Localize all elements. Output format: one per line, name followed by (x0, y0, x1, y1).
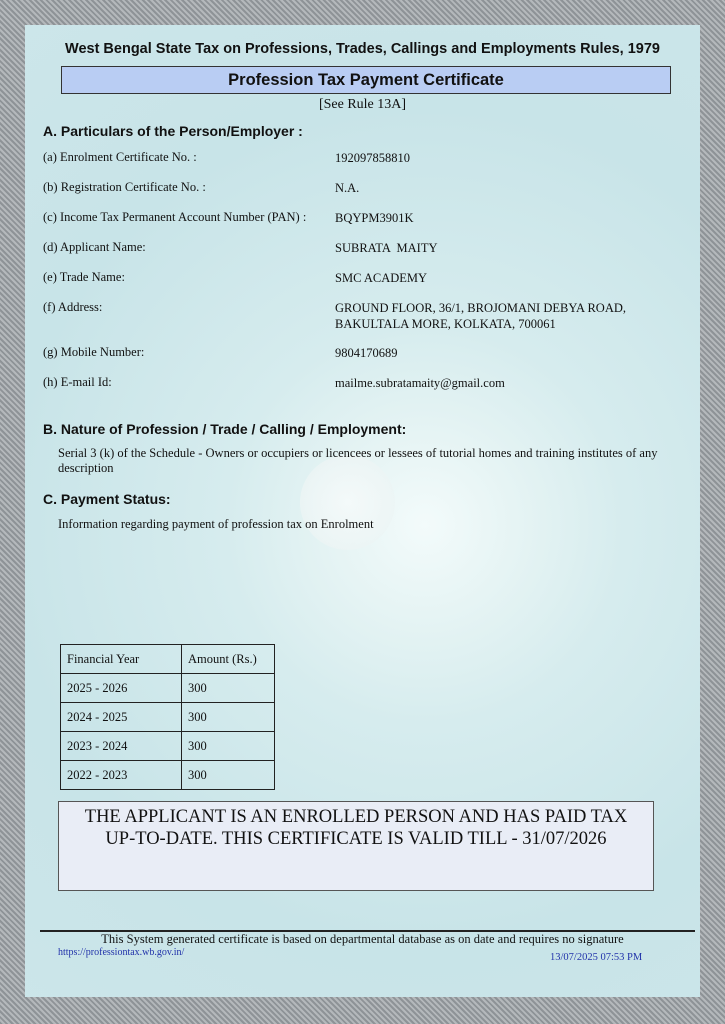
enrolment-no: 192097858810 (335, 151, 410, 165)
field-label: (g) Mobile Number: (43, 345, 145, 359)
status-box (58, 801, 654, 891)
status-line-1: THE APPLICANT IS AN ENROLLED PERSON AND HAS PAID TAX (84, 807, 628, 827)
financial-year: 2023 - 2024 (61, 732, 182, 761)
table-row (61, 703, 275, 732)
field-label: (c) Income Tax Permanent Account Number (PAN) : (43, 210, 307, 224)
field-label: (f) Address: (43, 300, 103, 314)
certificate-title: Profession Tax Payment Certificate (61, 66, 671, 94)
table-row (61, 761, 275, 790)
table-row (61, 674, 275, 703)
financial-year: 2025 - 2026 (61, 674, 182, 703)
column-header: Amount (Rs.) (182, 645, 275, 674)
field-label: (h) E-mail Id: (43, 375, 112, 389)
section-b-heading: B. Nature of Profession / Trade / Calling / Employment: (43, 421, 407, 437)
applicant-name: SUBRATA MAITY (335, 241, 438, 255)
registration-no: N.A. (335, 181, 360, 195)
field-label: (e) Trade Name: (43, 270, 125, 284)
certificate-page (25, 25, 700, 997)
field-label: (b) Registration Certificate No. : (43, 180, 206, 194)
pan: BQYPM3901K (335, 211, 414, 225)
website-link[interactable]: https://professiontax.wb.gov.in/ (58, 947, 185, 958)
amount: 300 (182, 732, 275, 761)
address-line-2: BAKULTALA MORE, KOLKATA, 700061 (335, 317, 556, 331)
financial-year: 2024 - 2025 (61, 703, 182, 732)
rules-heading: West Bengal State Tax on Professions, Trades, Callings and Employments Rules, 1979 (65, 41, 660, 57)
mobile-number: 9804170689 (335, 346, 398, 360)
field-label: (d) Applicant Name: (43, 240, 146, 254)
table-row (61, 732, 275, 761)
payment-table (60, 644, 275, 790)
column-header: Financial Year (61, 645, 182, 674)
nature-of-profession: Serial 3 (k) of the Schedule - Owners or occupiers or licencees or lessees of tutorial homes and training institutes of any description (58, 446, 658, 475)
table-header-row (61, 645, 275, 674)
amount: 300 (182, 703, 275, 732)
field-label: (a) Enrolment Certificate No. : (43, 150, 197, 164)
see-rule: [See Rule 13A] (318, 97, 407, 112)
email: mailme.subratamaity@gmail.com (335, 376, 505, 390)
trade-name: SMC ACADEMY (335, 271, 428, 285)
address-line-1: GROUND FLOOR, 36/1, BROJOMANI DEBYA ROAD, (335, 301, 626, 315)
section-a-heading: A. Particulars of the Person/Employer : (43, 123, 303, 139)
section-c-heading: C. Payment Status: (43, 491, 171, 507)
financial-year: 2022 - 2023 (61, 761, 182, 790)
status-line-2: UP-TO-DATE. THIS CERTIFICATE IS VALID TILL - 31/07/2026 (105, 829, 607, 849)
generated-timestamp: 13/07/2025 07:53 PM (550, 952, 643, 963)
amount: 300 (182, 761, 275, 790)
footer-note: This System generated certificate is based on departmental database as on date and requires no signature (101, 932, 624, 946)
payment-info: Information regarding payment of profession tax on Enrolment (58, 517, 374, 531)
amount: 300 (182, 674, 275, 703)
